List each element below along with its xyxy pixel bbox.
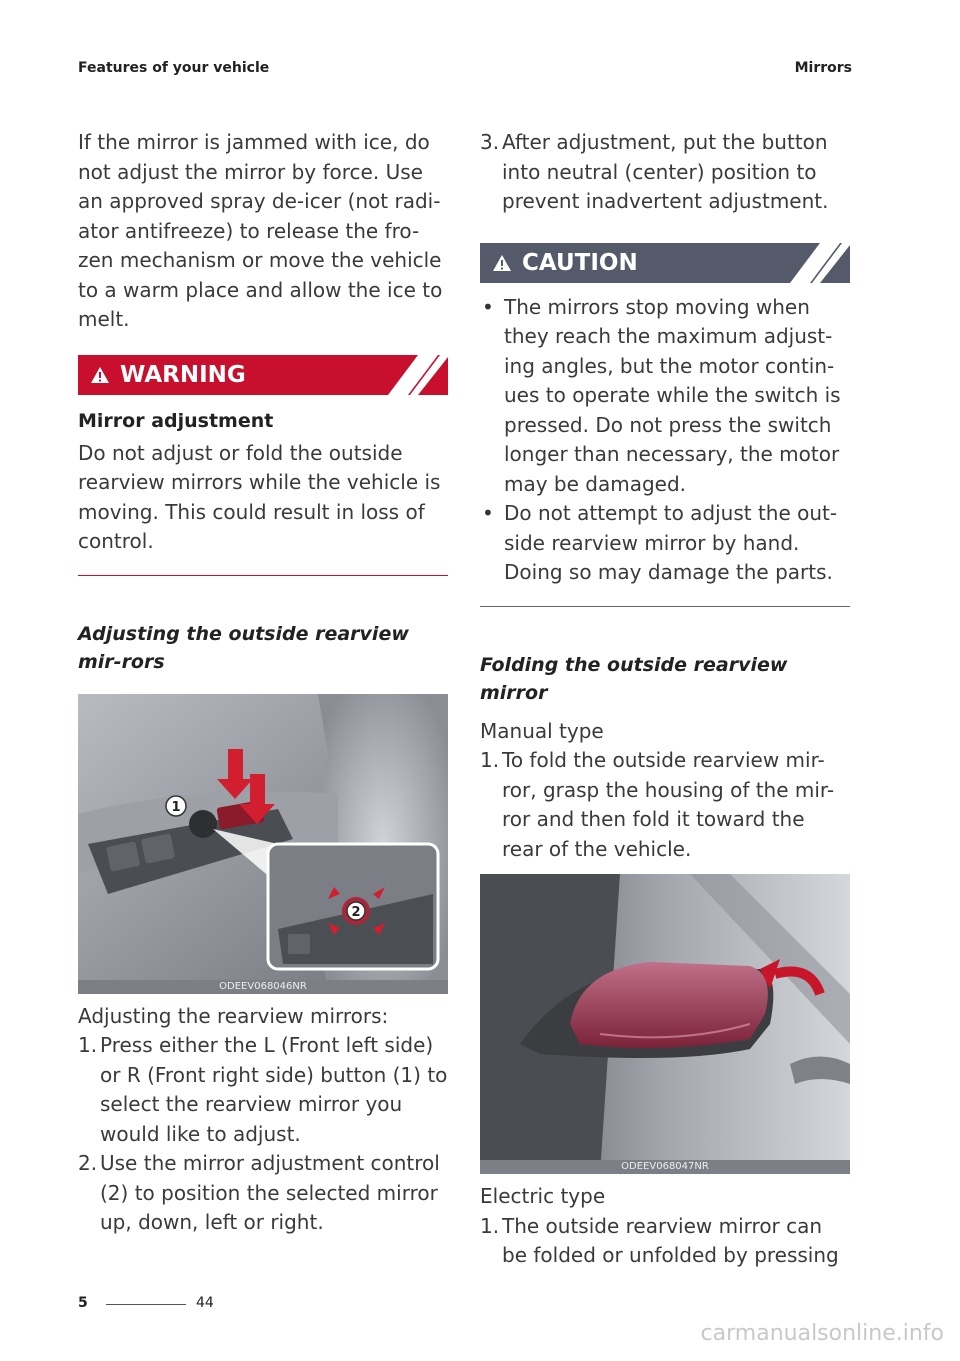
warning-slash-decoration <box>388 355 448 395</box>
warning-subheading: Mirror adjustment <box>78 409 274 432</box>
warning-label: WARNING <box>120 361 246 388</box>
caution-end-rule <box>480 606 850 607</box>
step-number: 2. <box>78 1151 98 1175</box>
right-column <box>480 128 850 1271</box>
step-text: Use the mirror adjustment control (2) to position the selected mirror up, down, left or right. <box>100 1151 440 1234</box>
footer-rule <box>106 1304 186 1305</box>
step-item <box>480 746 850 864</box>
footer-page-number: 44 <box>196 1295 214 1311</box>
folding-mirror-illustration <box>480 874 850 1174</box>
figure-caption-2: ODEEV068047NR <box>480 1160 850 1174</box>
figure-caption-1: ODEEV068046NR <box>78 980 448 994</box>
manual-type-label: Manual type <box>480 718 604 743</box>
folding-mirror-figure <box>480 874 850 1174</box>
caution-bullet <box>480 499 850 588</box>
caution-slash-decoration <box>790 243 850 283</box>
step-number: 3. <box>480 130 500 154</box>
header-chapter-title: Mirrors <box>794 60 852 76</box>
caution-bullet <box>480 293 850 500</box>
mirror-switch-figure <box>78 694 448 994</box>
step-number: 1. <box>480 1213 500 1238</box>
bullet-dot: • <box>482 501 494 525</box>
callout-1-label: 1 <box>171 799 181 815</box>
header-section-title: Features of your vehicle <box>78 60 270 76</box>
caution-triangle-icon <box>492 254 512 272</box>
warning-triangle-icon <box>90 366 110 384</box>
adjusting-lead: Adjusting the rearview mirrors: <box>78 1003 389 1028</box>
step-text: Press either the L (Front left side) or R (Front right side) button (1) to select the rearview mirror you would like to adjust. <box>100 1033 448 1146</box>
warning-box-header <box>78 355 448 395</box>
mirror-switch-illustration <box>78 694 448 994</box>
section-title-adjusting: Adjusting the outside rearview mir-rors <box>78 622 409 673</box>
step-text: The outside rearview mirror can be folded or unfolded by pressing <box>502 1213 839 1267</box>
step-item <box>480 1212 850 1271</box>
watermark: carmanualsonline.info <box>700 1321 944 1346</box>
bullet-dot: • <box>482 294 494 319</box>
step-text: After adjustment, put the button into neutral (center) position to prevent inadvertent adjustment. <box>502 130 829 213</box>
caution-label: CAUTION <box>522 249 638 276</box>
caution-box-header <box>480 243 850 283</box>
left-column <box>78 128 448 1238</box>
step-item <box>78 1149 448 1238</box>
section-title-folding: Folding the outside rearview mirror <box>480 653 788 704</box>
step-number: 1. <box>78 1033 98 1057</box>
electric-type-label: Electric type <box>480 1184 606 1208</box>
page-footer <box>78 1295 214 1311</box>
step-number: 1. <box>480 748 500 772</box>
warning-end-rule <box>78 575 448 576</box>
step-text: To fold the outside rearview mir-ror, grasp the housing of the mir-ror and then fold it toward the rear of the vehicle. <box>502 748 835 861</box>
step-item <box>78 1031 448 1149</box>
ice-paragraph: If the mirror is jammed with ice, do not adjust the mirror by force. Use an approved spray de-icer (not radi-ator antifreeze) to release the fro-zen mechanism or move the vehicle to a warm place and allow the ice to melt. <box>78 130 443 331</box>
caution-bullet-text: The mirrors stop moving when they reach the maximum adjust-ing angles, but the motor contin-ues to operate while the switch is pressed. Do not press the switch longer than necessary, the motor may be damaged. <box>504 294 841 496</box>
callout-2-label: 2 <box>351 904 361 920</box>
warning-text: Do not adjust or fold the outside rearview mirrors while the vehicle is moving. This could result in loss of control. <box>78 440 441 553</box>
step-item <box>480 128 850 217</box>
footer-section-number: 5 <box>78 1295 88 1311</box>
caution-bullet-list <box>480 293 850 588</box>
caution-bullet-text: Do not attempt to adjust the out-side rearview mirror by hand. Doing so may damage the parts. <box>504 501 838 584</box>
